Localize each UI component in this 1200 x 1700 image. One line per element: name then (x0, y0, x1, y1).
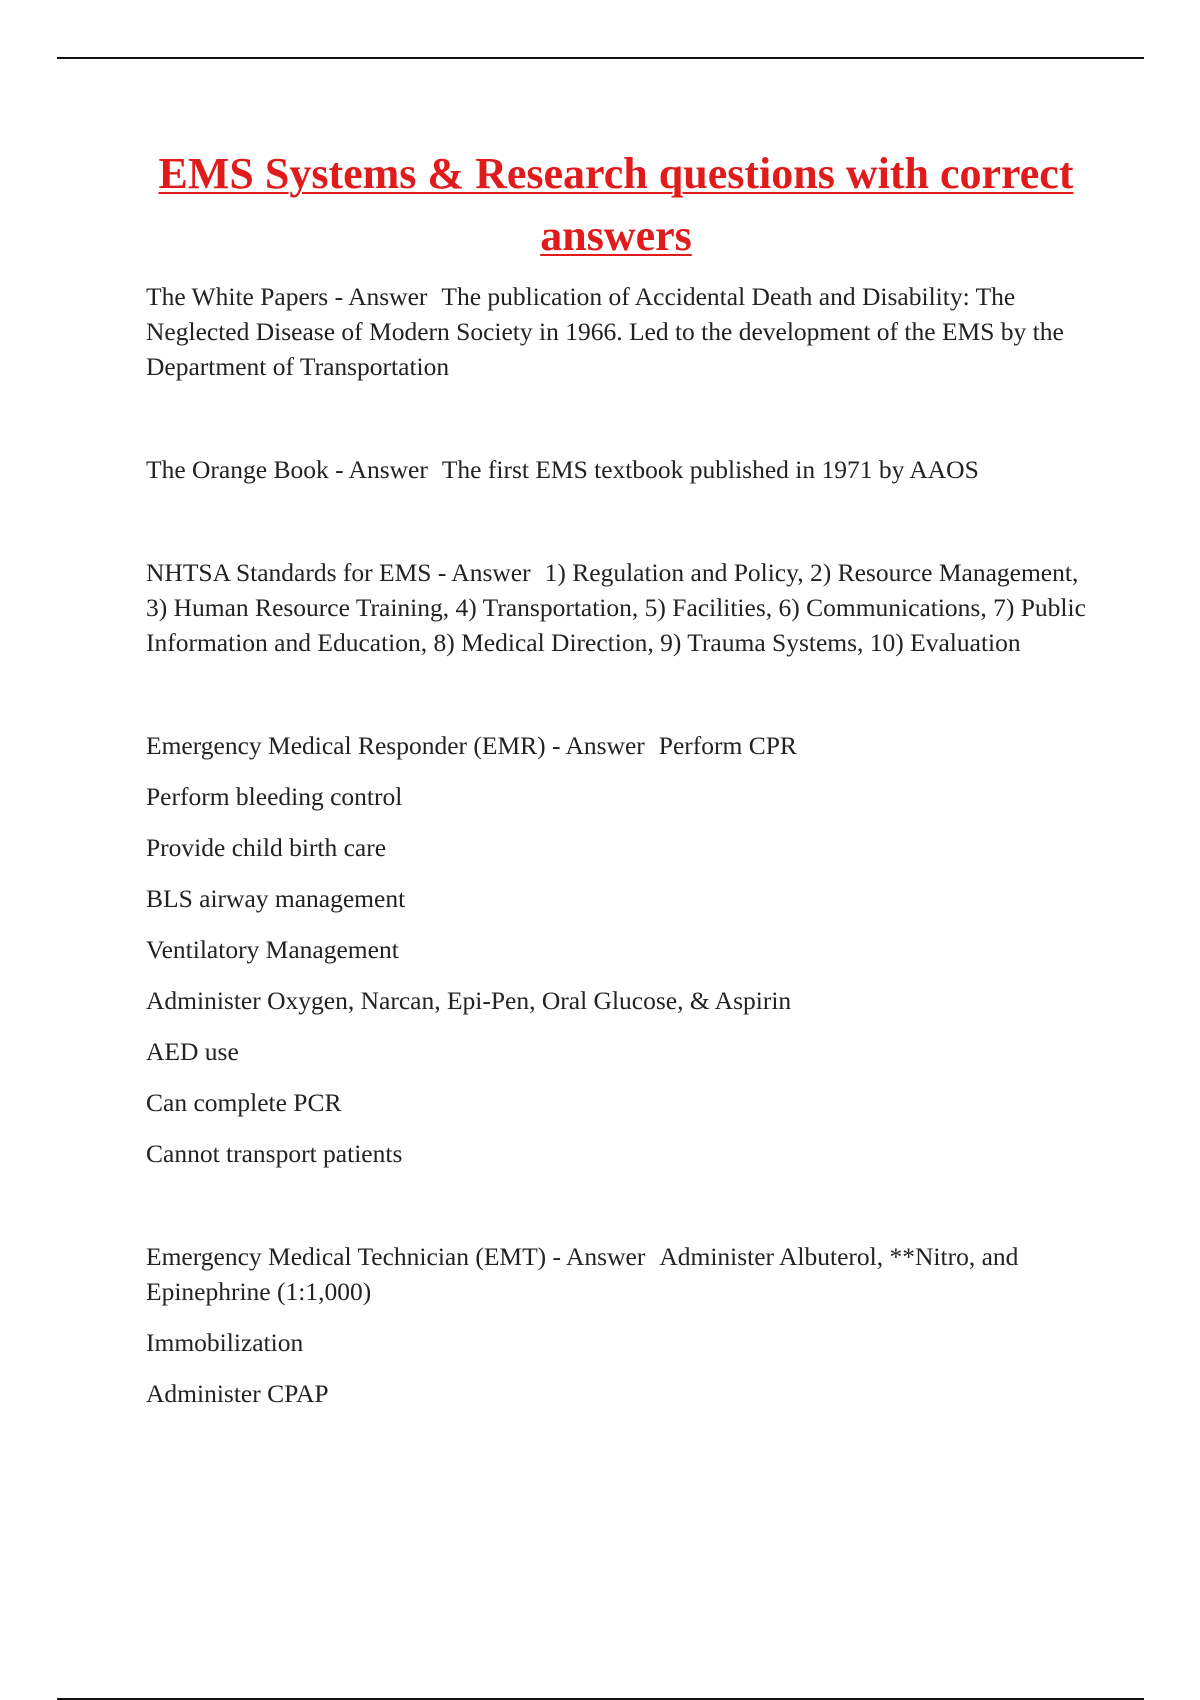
emr-detail-line: Provide child birth care (146, 833, 387, 862)
emr-detail-line: AED use (146, 1037, 239, 1066)
entry-term: The White Papers (146, 282, 329, 311)
entry-orange-book (146, 452, 1086, 487)
answer-label: - Answer (431, 558, 531, 587)
entry-answer: The first EMS textbook published in 1971 by AAOS (441, 455, 979, 484)
answer-label: - Answer (545, 731, 645, 760)
top-rule (57, 57, 1144, 59)
document-title: EMS Systems & Research questions with correct answers (158, 149, 1074, 260)
answer-label: - Answer (546, 1242, 646, 1271)
emr-detail-line: Can complete PCR (146, 1088, 342, 1117)
answer-label: - Answer (328, 282, 428, 311)
entry-answer: Administer Albuterol, **Nitro, and Epinephrine (1:1,000) (146, 1242, 1019, 1306)
emr-detail-line: Ventilatory Management (146, 935, 399, 964)
emr-detail-line: Administer Oxygen, Narcan, Epi-Pen, Oral Glucose, & Aspirin (146, 986, 792, 1015)
answer-label: - Answer (328, 455, 428, 484)
entry-term: Emergency Medical Technician (EMT) (146, 1242, 547, 1271)
emt-detail-line: Immobilization (146, 1328, 304, 1357)
entry-answer: 1) Regulation and Policy, 2) Resource Management, 3) Human Resource Training, 4) Transportation, 5) Facilities, 6) Communications, 7) Public Information and Education, 8) Medical Direction, 9) Trauma Systems, 10) Evaluation (146, 558, 1086, 657)
entry-emt (146, 1239, 1086, 1309)
entry-nhtsa-standards (146, 555, 1086, 660)
document-body (146, 143, 1086, 1411)
emt-detail-line: Administer CPAP (146, 1379, 329, 1408)
entry-term: The Orange Book (146, 455, 329, 484)
entry-white-papers (146, 279, 1086, 384)
emr-detail-line: BLS airway management (146, 884, 406, 913)
entry-answer: The publication of Accidental Death and Disability: The Neglected Disease of Modern Society in 1966. Led to the development of the EMS by the Department of Transportation (146, 282, 1064, 381)
emr-detail-line: Cannot transport patients (146, 1139, 403, 1168)
entry-term: NHTSA Standards for EMS (146, 558, 432, 587)
emr-detail-line: Perform bleeding control (146, 782, 403, 811)
entry-answer: Perform CPR (658, 731, 797, 760)
entry-term: Emergency Medical Responder (EMR) (146, 731, 546, 760)
entry-emr (146, 728, 1086, 763)
